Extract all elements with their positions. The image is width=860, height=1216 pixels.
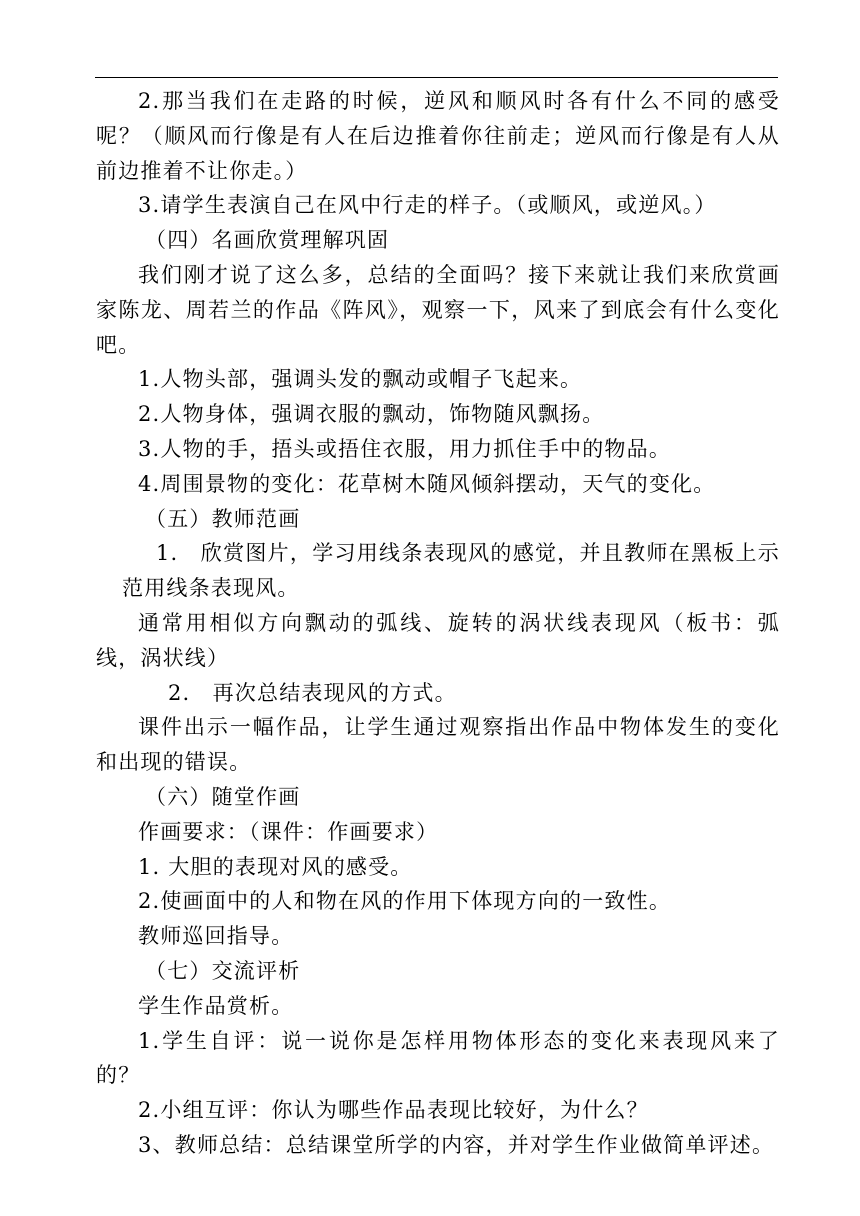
paragraph: 我们刚才说了这么多，总结的全面吗？接下来就让我们来欣赏画家陈龙、周若兰的作品《阵风》，观察一下，风来了到底会有什么变化吧。 bbox=[96, 262, 780, 357]
paragraph: 教师巡回指导。 bbox=[138, 924, 294, 949]
list-item: 1. 大胆的表现对风的感受。 bbox=[138, 854, 413, 879]
paragraph: 课件出示一幅作品，让学生通过观察指出作品中物体发生的变化和出现的错误。 bbox=[96, 715, 780, 775]
document-body bbox=[96, 84, 780, 1163]
section-heading: （四）名画欣赏理解巩固 bbox=[145, 228, 390, 253]
header-rule bbox=[95, 77, 778, 78]
list-item: 3、教师总结：总结课堂所学的内容，并对学生作业做简单评述。 bbox=[138, 1132, 775, 1157]
paragraph: 学生作品赏析。 bbox=[138, 993, 294, 1018]
paragraph: 3.请学生表演自己在风中行走的样子。（或顺风，或逆风。） bbox=[138, 193, 717, 218]
list-item: 4.周围景物的变化：花草树木随风倾斜摆动，天气的变化。 bbox=[138, 471, 716, 496]
paragraph: 2.那当我们在走路的时候，逆风和顺风时各有什么不同的感受呢？（顺风而行像是有人在后边推着你往前走；逆风而行像是有人从前边推着不让你走。） bbox=[96, 89, 780, 183]
section-heading: （五）教师范画 bbox=[145, 506, 301, 531]
section-heading: （六）随堂作画 bbox=[145, 784, 301, 809]
paragraph: 通常用相似方向飘动的弧线、旋转的涡状线表现风（板书：弧线，涡状线） bbox=[96, 610, 780, 670]
list-item: 3.人物的手，捂头或捂住衣服，用力抓住手中的物品。 bbox=[138, 436, 672, 461]
list-item: 2.人物身体，强调衣服的飘动，饰物随风飘扬。 bbox=[138, 402, 605, 427]
list-item: 1.学生自评：说一说你是怎样用物体形态的变化来表现风来了的？ bbox=[96, 1028, 780, 1088]
paragraph: 作画要求：（课件：作画要求） bbox=[138, 819, 439, 844]
list-item: 2. 再次总结表现风的方式。 bbox=[168, 680, 457, 705]
list-item: 2.小组互评：你认为哪些作品表现比较好，为什么？ bbox=[138, 1098, 649, 1123]
section-heading: （七）交流评析 bbox=[145, 958, 301, 983]
list-item: 1.人物头部，强调头发的飘动或帽子飞起来。 bbox=[138, 367, 583, 392]
list-item: 1. 欣赏图片，学习用线条表现风的感觉，并且教师在黑板上示范用线条表现风。 bbox=[122, 541, 780, 601]
list-item: 2.使画面中的人和物在风的作用下体现方向的一致性。 bbox=[138, 889, 672, 914]
